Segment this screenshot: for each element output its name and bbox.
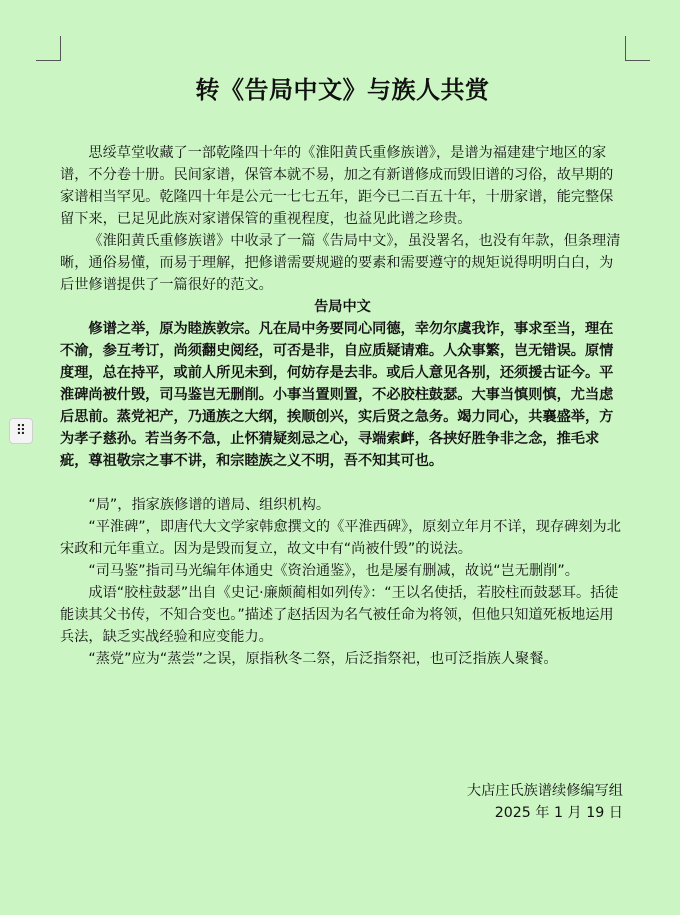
signature-org: 大店庄氏族谱续修编写组 [466, 783, 623, 799]
signature-block [467, 780, 623, 824]
note-paragraph: “蒸党”应为“蒸尝”之误，原指秋冬二祭，后泛指祭祀，也可泛指族人聚餐。 [88, 651, 558, 667]
notes-section [60, 494, 625, 670]
crop-mark-top-right [625, 36, 650, 61]
crop-mark-top-left [36, 36, 61, 61]
page-title: 转《告局中文》与族人共赏 [195, 76, 490, 104]
intro-paragraph: 思绥草堂收藏了一部乾隆四十年的《淮阳黄氏重修族谱》，是谱为福建建宁地区的家谱，不分卷十册。民间家谱，保管本就不易，加之有新谱修成而毁旧谱的习俗，故早期的家谱相当罕见。乾隆四十年是公元一七七五年，距今已二百五十年，十册家谱，能完整保留下来，已足见此族对家谱保管的重视程度，也益见此谱之珍贵。 [60, 145, 614, 227]
note-paragraph: “局”，指家族修谱的谱局、组织机构。 [88, 497, 331, 513]
section-heading: 告局中文 [314, 299, 371, 315]
document-body [60, 142, 625, 670]
intro-paragraph: 《淮阳黄氏重修族谱》中收录了一篇《告局中文》，虽没署名，也没有年款，但条理清晰，通俗易懂，而易于理解，把修谱需要规避的要素和需要遵守的规矩说得明明白白，为后世修谱提供了一篇很好的范文。 [60, 233, 621, 293]
note-paragraph: “司马鉴”指司马光编年体通史《资治通鉴》，也是屡有删减，故说“岂无删削”。 [88, 563, 579, 579]
signature-date: 2025 年 1 月 19 日 [494, 805, 623, 821]
drag-handle-icon[interactable]: ⠿ [9, 418, 33, 444]
note-paragraph: 成语“胶柱鼓瑟”出自《史记·廉颇蔺相如列传》：“王以名使括，若胶柱而鼓瑟耳。括徒能读其父书传，不知合变也。”描述了赵括因为名气被任命为将领，但他只知道死板地运用兵法，缺乏实战经验和应变能力。 [60, 585, 619, 645]
main-text-paragraph: 修谱之举，原为睦族敦宗。凡在局中务要同心同德，幸勿尔虞我诈，事求至当，理在不渝，参互考订，尚须翻史阅经，可否是非，自应质疑请难。人众事繁，岂无错误。原情度理，总在持平，或前人所见未到，何妨存是去非。或后人意见各别，还须援古证今。平淮碑尚被什毁，司马鉴岂无删削。小事当置则置，不必胶柱鼓瑟。大事当慎则慎，尤当虑后思前。蒸党祀产，乃通族之大纲，挨顺创兴，实后贤之急务。竭力同心，共襄盛举，方为孝子慈孙。若当务不急，止怀猜疑刻忌之心，寻端索衅，各挟好胜争非之念，推毛求疵，尊祖敬宗之事不讲，和宗睦族之义不明，吾不知其可也。 [60, 321, 614, 469]
note-paragraph: “平淮碑”，即唐代大文学家韩愈撰文的《平淮西碑》，原刻立年月不详，现存碑刻为北宋政和元年重立。因为是毁而复立，故文中有“尚被什毁”的说法。 [60, 519, 621, 557]
